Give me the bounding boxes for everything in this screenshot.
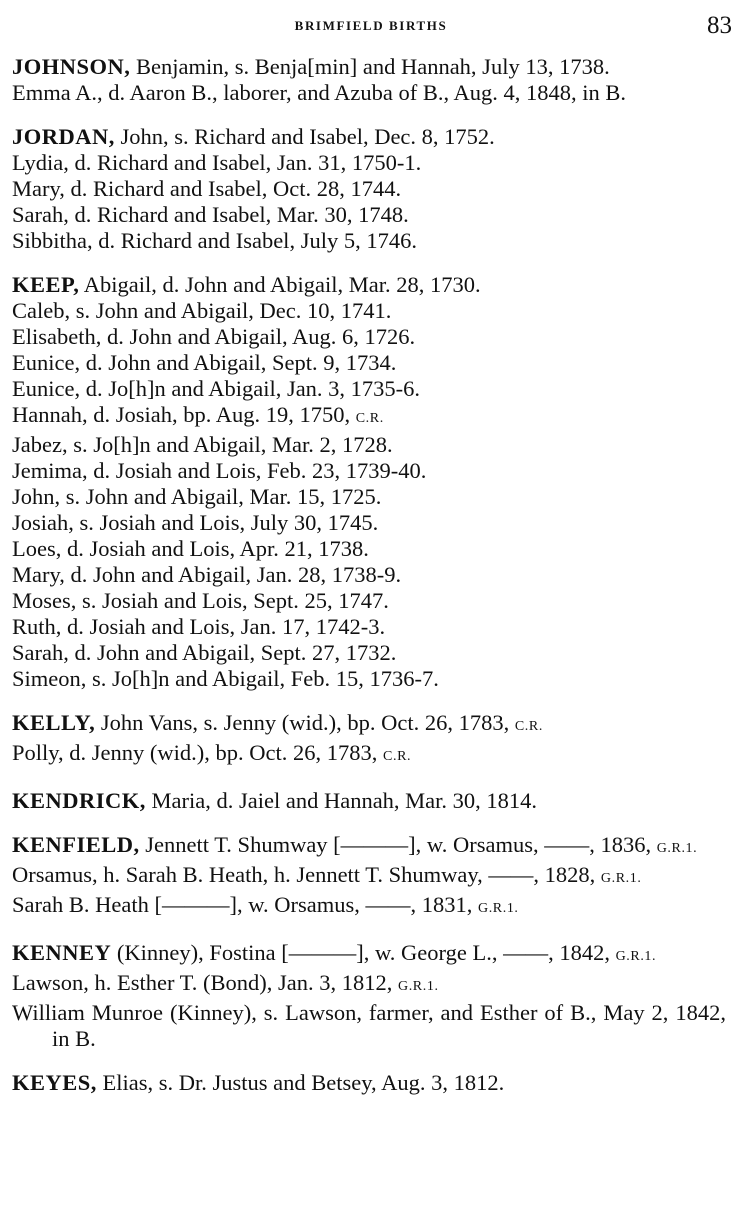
- birth-entry: [12, 940, 726, 970]
- entry-text: Sarah, d. John and Abigail, Sept. 27, 1732.: [12, 640, 397, 665]
- entry-text: Jennett T. Shumway [———], w. Orsamus, ——, 1836,: [145, 832, 652, 857]
- birth-entry: [12, 298, 726, 324]
- birth-entry: [12, 536, 726, 562]
- birth-entry: [12, 892, 726, 922]
- entry-text: Eunice, d. Jo[h]n and Abigail, Jan. 3, 1735-6.: [12, 376, 421, 401]
- entry-text: Eunice, d. John and Abigail, Sept. 9, 1734.: [12, 350, 397, 375]
- entry-text: (Kinney), Fostina [———], w. George L., ——, 1842,: [116, 940, 610, 965]
- source-citation: G.R.1.: [477, 901, 519, 916]
- birth-entry: [12, 832, 726, 862]
- surname-heading: KELLY,: [12, 710, 96, 735]
- entry-text: Emma A., d. Aaron B., laborer, and Azuba of B., Aug. 4, 1848, in B.: [12, 80, 627, 105]
- entry-text: William Munroe (Kinney), s. Lawson, farmer, and Esther of B., May 2, 1842, in B.: [12, 1000, 726, 1051]
- surname-group: [12, 788, 726, 814]
- birth-entry: [12, 376, 726, 402]
- entry-text: John, s. Richard and Isabel, Dec. 8, 1752.: [120, 124, 495, 149]
- entry-text: Sarah, d. Richard and Isabel, Mar. 30, 1748.: [12, 202, 409, 227]
- birth-entry: [12, 1070, 726, 1096]
- surname-heading: JORDAN,: [12, 124, 115, 149]
- surname-heading: KEEP,: [12, 272, 80, 297]
- entry-text: Sarah B. Heath [———], w. Orsamus, ——, 1831,: [12, 892, 473, 917]
- entry-text: Sibbitha, d. Richard and Isabel, July 5, 1746.: [12, 228, 417, 253]
- birth-entry: [12, 666, 726, 692]
- birth-entry: [12, 54, 726, 80]
- birth-entry: [12, 324, 726, 350]
- surname-heading: KENFIELD,: [12, 832, 140, 857]
- source-citation: G.R.1.: [656, 841, 698, 856]
- birth-entry: [12, 640, 726, 666]
- birth-entry: [12, 562, 726, 588]
- entry-text: Elias, s. Dr. Justus and Betsey, Aug. 3, 1812.: [102, 1070, 505, 1095]
- entry-text: Jemima, d. Josiah and Lois, Feb. 23, 1739-40.: [12, 458, 427, 483]
- entry-text: Lawson, h. Esther T. (Bond), Jan. 3, 1812,: [12, 970, 393, 995]
- birth-entry: [12, 740, 726, 770]
- surname-group: [12, 272, 726, 692]
- entry-text: Simeon, s. Jo[h]n and Abigail, Feb. 15, 1736-7.: [12, 666, 439, 691]
- entry-text: Mary, d. John and Abigail, Jan. 28, 1738-9.: [12, 562, 402, 587]
- birth-entry: [12, 150, 726, 176]
- page-number: 83: [707, 12, 732, 39]
- entry-text: Ruth, d. Josiah and Lois, Jan. 17, 1742-3.: [12, 614, 386, 639]
- birth-entry: [12, 350, 726, 376]
- birth-entry: [12, 176, 726, 202]
- birth-entry: [12, 588, 726, 614]
- entry-text: Mary, d. Richard and Isabel, Oct. 28, 1744.: [12, 176, 402, 201]
- birth-entry: [12, 80, 726, 106]
- entry-text: Orsamus, h. Sarah B. Heath, h. Jennett T. Shumway, ——, 1828,: [12, 862, 596, 887]
- entry-text: Moses, s. Josiah and Lois, Sept. 25, 1747.: [12, 588, 389, 613]
- source-citation: C.R.: [514, 719, 543, 734]
- entry-text: Maria, d. Jaiel and Hannah, Mar. 30, 1814.: [151, 788, 538, 813]
- birth-entry: [12, 862, 726, 892]
- entry-text: John Vans, s. Jenny (wid.), bp. Oct. 26, 1783,: [100, 710, 510, 735]
- surname-group: [12, 710, 726, 770]
- entry-text: Benjamin, s. Benja[min] and Hannah, July 13, 1738.: [136, 54, 610, 79]
- entry-text: Abigail, d. John and Abigail, Mar. 28, 1730.: [83, 272, 481, 297]
- birth-entry: [12, 228, 726, 254]
- birth-entry: [12, 614, 726, 640]
- source-citation: C.R.: [383, 749, 412, 764]
- entry-text: Lydia, d. Richard and Isabel, Jan. 31, 1750-1.: [12, 150, 422, 175]
- birth-entry: [12, 1000, 726, 1052]
- entry-text: Polly, d. Jenny (wid.), bp. Oct. 26, 1783,: [12, 740, 378, 765]
- page-header: [10, 12, 732, 44]
- entry-text: Josiah, s. Josiah and Lois, July 30, 1745.: [12, 510, 379, 535]
- entry-text: Elisabeth, d. John and Abigail, Aug. 6, 1726.: [12, 324, 416, 349]
- surname-group: [12, 124, 726, 254]
- birth-entry: [12, 202, 726, 228]
- birth-entry: [12, 432, 726, 458]
- entry-text: Loes, d. Josiah and Lois, Apr. 21, 1738.: [12, 536, 369, 561]
- birth-entry: [12, 124, 726, 150]
- running-head: BRIMFIELD BIRTHS: [294, 18, 448, 33]
- birth-entry: [12, 272, 726, 298]
- source-citation: C.R.: [355, 411, 384, 426]
- surname-group: [12, 940, 726, 1052]
- birth-entry: [12, 402, 726, 432]
- surname-group: [12, 1070, 726, 1096]
- surname-heading: KENNEY: [12, 940, 112, 965]
- birth-entry: [12, 458, 726, 484]
- source-citation: G.R.1.: [398, 979, 439, 994]
- entry-text: Jabez, s. Jo[h]n and Abigail, Mar. 2, 1728.: [12, 432, 393, 457]
- birth-entry: [12, 484, 726, 510]
- entry-text: Caleb, s. John and Abigail, Dec. 10, 1741.: [12, 298, 392, 323]
- birth-entry: [12, 510, 726, 536]
- birth-entry: [12, 710, 726, 740]
- entries-list: [12, 54, 726, 1114]
- surname-group: [12, 54, 726, 106]
- entry-text: John, s. John and Abigail, Mar. 15, 1725.: [12, 484, 382, 509]
- source-citation: G.R.1.: [615, 949, 657, 964]
- surname-group: [12, 832, 726, 922]
- birth-entry: [12, 788, 726, 814]
- birth-entry: [12, 970, 726, 1000]
- source-citation: G.R.1.: [600, 871, 642, 886]
- surname-heading: KEYES,: [12, 1070, 97, 1095]
- entry-text: Hannah, d. Josiah, bp. Aug. 19, 1750,: [12, 402, 351, 427]
- surname-heading: KENDRICK,: [12, 788, 146, 813]
- surname-heading: JOHNSON,: [12, 54, 131, 79]
